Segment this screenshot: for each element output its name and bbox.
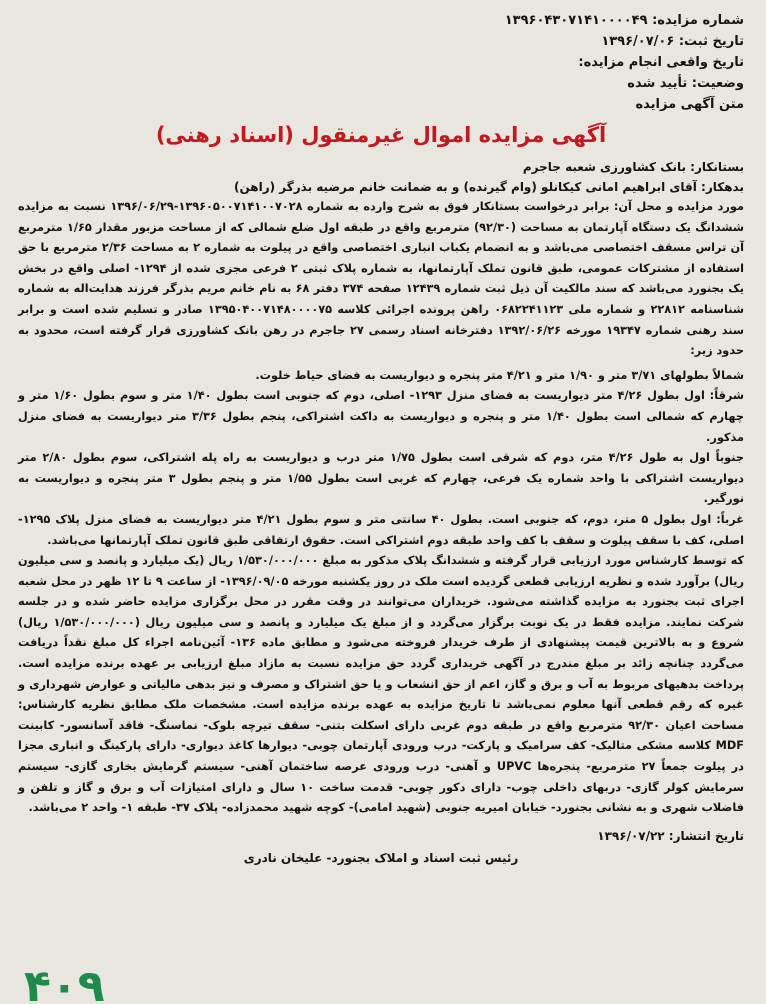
actual-auction-date: تاریخ واقعی انجام مزایده: <box>578 55 744 70</box>
notice-footer <box>18 825 744 869</box>
auction-terms-paragraph: که توسط کارشناس مورد ارزیابی قرار گرفته و ششدانگ پلاک مذکور به مبلغ ۱/۵۳۰/۰۰۰/۰۰۰ ریال (یک میلیارد و پانصد و سی میلیون ریال) برآورد شده و نظریه ارزیابی قطعی گردیده است ملک در روز یکشنبه مورخه ۱۳۹۶/۰۹/۰۵- از ساعت ۹ تا ۱۲ ظهر در محل شعبه اجرای ثبت بجنورد به مزایده گذاشته می‌شود. خریداران می‌توانند در وقت مقرر در محل برگزاری مزایده حاضر شده و در جلسه شرکت نمایند. مزایده فقط در یک نوبت برگزار می‌گردد و از مبلغ یک میلیارد و پانصد و سی میلیون ریال (۱/۵۳۰/۰۰۰/۰۰۰ ریال) شروع و به بالاترین قیمت پیشنهادی از طرف خریدار فروخته می‌شود و مطابق ماده ۱۳۶- آئین‌نامه اجراء کل مبلغ نقداً دریافت می‌گردد چنانچه زائد بر مبلغ مندرج در آگهی خریداری گردد حق مزایده نسبت به مازاد مبلغ ارزیابی بر عهده برنده مزایده است. پرداخت بدهیهای مربوط به آب و برق و گاز، اعم از حق انشعاب و یا حق اشتراک و مصرف و نیز بدهی مالیاتی و عوارض شهرداری و غیره که رقم قطعی آنها معلوم نمی‌باشد تا تاریخ مزایده به عهده برنده مزایده است. مشخصات ملک مطابق نظریه کارشناس: مساحت اعیان ۹۲/۳۰ مترمربع واقع در طبقه دوم غربی دارای اسکلت بتنی- سقف تیرچه بلوک- نماسنگ- فاقد آسانسور- کابینت MDF کلاسه مشکی متالیک- کف سرامیک و پارکت- درب ورودی آپارتمان چوبی- دیوارها کاغذ دیواری- دارای پارکینگ و انباری مجزا در پیلوت جمعاً ۲۷ مترمربع- پنجره‌ها UPVC و آهنی- درب ورودی عرصه ساختمان آهنی- سیستم گرمایش بخاری گازی- سیستم سرمایش کولر گازی- دربهای داخلی چوب- دارای دکور چوبی- قدمت ساخت ۱۰ سال و دارای امتیازات آب و برق و گاز و تلفن و فاضلاب شهری و به نشانی بجنورد- خیابان امیریه جنوبی (شهید امامی)- کوچه شهید محمدزاده- پلاک ۳۷- طبقه ۱- واحد ۲ می‌باشد. <box>17 554 745 815</box>
property-description-paragraph: مورد مزایده و محل آن: برابر درخواست بستانکار فوق به شرح وارده به شماره ۱۳۹۶۰۵۰۰۷۱۴۱۰۰۷۰۲۸-۱۳۹۶/۰۶/۲۹ نسبت به مزایده ششدانگ یک دستگاه آپارتمان به مساحت (۹۲/۳۰) مترمربع واقع در طبقه اول ضلع شمالی که از مساحت مزبور مقدار ۱/۶۵ مترمربع آن تراس مسقف اختصاصی می‌باشد و به انضمام یکباب انباری اختصاصی واقع در پیلوت به شماره ۲ به مساحت ۲/۳۶ مترمربع با حق استفاده از مشترکات عمومی، طبق قانون تملک آپارتمانها، به شماره پلاک ثبتی ۲ فرعی مجزی شده از ۱۲۹۴- اصلی واقع در بخش یک بجنورد می‌باشد که سند مالکیت آن ذیل ثبت شماره ۱۲۴۳۹ صفحه ۳۷۴ دفتر ۶۸ به نام خانم مریم بذرگر فرزند هدایت‌اله به شماره شناسنامه ۲۲۸۱۲ و شماره ملی ۰۶۸۲۲۴۱۱۲۳ راهن پرونده اجرائی کلاسه ۱۳۹۵۰۴۰۰۷۱۴۸۰۰۰۰۷۵ صادر و تسلیم شده است و برابر سند رهنی شماره ۱۹۳۴۷ مورخه ۱۳۹۲/۰۶/۲۶ دفترخانه اسناد رسمی ۲۷ جاجرم در رهن بانک کشاورزی قرار گرفته است، محدود به حدود زیر: <box>18 200 745 358</box>
auction-number: شماره مزایده: ۱۳۹۶۰۴۳۰۷۱۴۱۰۰۰۰۴۹ <box>504 13 744 28</box>
creditor-line: بستانکار: بانک کشاورزی شعبه جاجرم <box>522 160 744 174</box>
debtor-line: بدهکار: آقای ابراهیم امانی کیکانلو (وام گیرنده) و به ضمانت خانم مرضیه بذرگر (راهن) <box>234 180 744 194</box>
notice-title: آگهی مزایده اموال غیرمنقول (اسناد رهنی) <box>155 123 607 147</box>
notice-metadata <box>18 10 744 115</box>
notice-text-label: متن آگهی مزایده <box>635 97 744 112</box>
east-boundary-paragraph: شرقاً: اول بطول ۴/۲۶ متر دیواریست به فضای منزل ۱۲۹۳- اصلی، دوم که جنوبی است بطول ۱/۴۰ متر و سوم بطول ۱/۶۰ متر و چهارم که شمالی است بطول ۱/۴۰ متر و پنجره و دیواریست به داکت اشتراکی، پنجم بطول ۳/۳۶ متر دیواریست به فضای منزل مذکور. <box>18 389 744 444</box>
notice-body <box>18 197 744 819</box>
south-boundary-paragraph: جنوباً اول به طول ۴/۲۶ متر، دوم که شرقی است بطول ۱/۷۵ متر درب و دیواریست به راه پله اشتراکی، سوم بطول ۲/۸۰ متر دیواریست اشتراکی با واحد شماره یک فرعی، چهارم که غربی است بطول ۱/۵۵ متر و پنجم بطول ۳ متر پنجره و دیواریست به نورگیر. <box>18 451 744 506</box>
publish-date: تاریخ انتشار: ۱۳۹۶/۰۷/۲۲ <box>597 828 744 843</box>
registration-date: تاریخ ثبت: ۱۳۹۶/۰۷/۰۶ <box>601 34 744 49</box>
signature-line: رئیس ثبت اسناد و املاک بجنورد- علیخان نادری <box>243 850 519 865</box>
west-boundary-paragraph: غرباً: اول بطول ۵ متر، دوم، که جنوبی است. بطول ۴۰ سانتی متر و سوم بطول ۴/۲۱ متر دیواریست به فضای منزل پلاک ۱۲۹۵- اصلی، کف با سقف پیلوت و سقف با کف واحد طبقه دوم اشتراکی است. حقوق ارتفاقی طبق قانون تملک آپارتمانها می‌باشد. <box>18 512 744 547</box>
north-boundary-paragraph: شمالاً بطولهای ۳/۷۱ متر و ۱/۹۰ متر و ۴/۲۱ متر پنجره و دیواریست به فضای حیاط خلوت. <box>255 368 744 382</box>
notice-number-stamp: ۴۰۹ <box>24 961 105 1004</box>
status-text: وضعیت: تأیید شده <box>627 76 744 91</box>
